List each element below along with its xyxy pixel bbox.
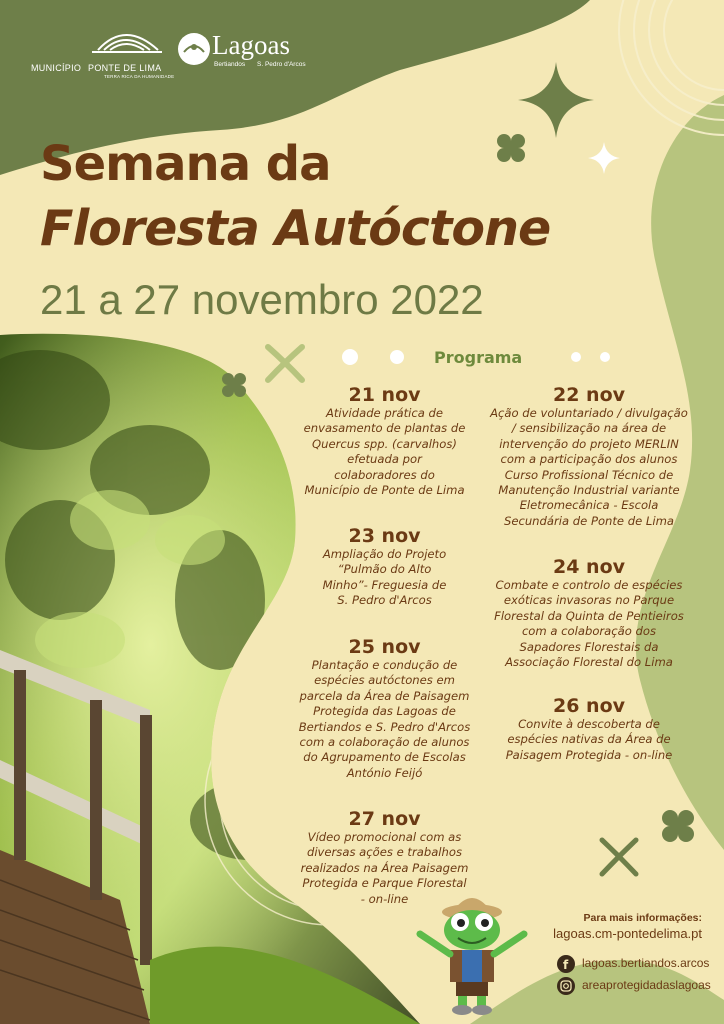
- logo-s-pedro-text: S. Pedro d'Arcos: [257, 61, 306, 68]
- event-description-line: Protegida das Lagoas de: [313, 704, 456, 719]
- contact-heading: Para mais informações:: [583, 912, 702, 924]
- website-link[interactable]: lagoas.cm-pontedelima.pt: [553, 926, 702, 941]
- page-title-line2: Floresta Autóctone: [40, 200, 551, 257]
- event-description-line: efetuada por: [347, 452, 422, 467]
- event-description-line: “Pulmão do Alto: [337, 562, 432, 577]
- event-description-line: Atividade prática de: [325, 406, 444, 420]
- event-description-line: com a colaboração de alunos: [299, 735, 470, 750]
- event-description-line: Ampliação do Projeto: [322, 547, 447, 561]
- event-description-line: Sapadores Florestais da: [519, 639, 659, 654]
- event-date: 21 nov: [348, 384, 421, 406]
- event-description-line: Combate e controlo de espécies: [495, 578, 683, 592]
- event-description-line: exóticas invasoras no Parque: [503, 593, 675, 608]
- clover-icon: [497, 134, 525, 162]
- clover-icon: [662, 810, 694, 842]
- event-item: [282, 384, 487, 498]
- event-description-line: Manutenção Industrial variante: [498, 483, 680, 498]
- dot-icon: [390, 350, 404, 364]
- event-description-line: S. Pedro d'Arcos: [337, 593, 432, 608]
- event-description-line: diversas ações e trabalhos: [306, 845, 463, 860]
- event-date: 22 nov: [552, 384, 626, 406]
- event-item: [479, 695, 699, 763]
- event-description-line: parcela da Área de Paisagem: [299, 688, 470, 703]
- event-description-line: Convite à descoberta de: [518, 717, 660, 731]
- instagram-icon: [557, 977, 575, 995]
- programa-heading: Programa: [434, 348, 523, 367]
- event-description-line: intervenção do projeto MERLIN: [499, 436, 679, 451]
- sparkle-icon: [588, 142, 620, 174]
- event-description-line: Ação de voluntariado / divulgação: [490, 406, 688, 420]
- event-date: 23 nov: [348, 525, 421, 547]
- event-description-line: - on-line: [360, 891, 409, 906]
- event-description-line: Florestal da Quinta de Pentieiros: [494, 608, 684, 623]
- event-description-line: espécies autóctones em: [314, 673, 455, 688]
- event-description-line: espécies nativas da Área de: [507, 732, 671, 747]
- event-date: 25 nov: [348, 636, 421, 658]
- event-description-line: Eletromecânica - Escola: [519, 498, 659, 513]
- event-description-line: colaboradores do: [334, 467, 435, 482]
- dot-icon: [342, 349, 358, 365]
- svg-text:f: f: [563, 958, 569, 972]
- dot-icon: [571, 352, 581, 362]
- logo-ponte-de-lima-text: PONTE DE LIMA: [88, 63, 162, 73]
- event-description-line: com a colaboração dos: [521, 624, 657, 639]
- event-date: 26 nov: [552, 695, 626, 717]
- dot-icon: [600, 352, 610, 362]
- event-description-line: Protegida e Parque Florestal: [302, 876, 467, 891]
- logo-lagoas-icon: [178, 33, 210, 65]
- instagram-link[interactable]: areaprotegidadaslagoas: [582, 978, 711, 992]
- logo-ponte-de-lima: [31, 63, 161, 73]
- event-description-line: com a participação dos alunos: [500, 452, 678, 467]
- logo-lagoas-text: Lagoas: [212, 30, 290, 60]
- event-date: 27 nov: [348, 808, 421, 830]
- event-item: [479, 556, 699, 670]
- event-description-line: António Feijó: [346, 765, 423, 780]
- event-item: [479, 384, 699, 529]
- event-item: [282, 808, 487, 907]
- facebook-link[interactable]: lagoas.bertiandos.arcos: [582, 956, 710, 970]
- sparkle-icon: [518, 62, 594, 138]
- x-icon: [268, 347, 302, 380]
- event-description-line: Secundária de Ponte de Lima: [503, 513, 675, 528]
- page-title-line1: Semana da: [40, 136, 331, 192]
- logo-bertiandos-text: Bertiandos: [214, 61, 246, 68]
- event-description-line: Curso Profissional Técnico de: [504, 467, 674, 482]
- event-description-line: / sensibilização na área de: [511, 421, 667, 436]
- event-description-line: realizados na Área Paisagem: [300, 860, 469, 875]
- logo-terra-rica-text: TERRA RICA DA HUMANIDADE: [104, 74, 175, 79]
- event-description-line: do Agrupamento de Escolas: [303, 750, 466, 765]
- event-description-line: envasamento de plantas de: [303, 421, 466, 436]
- facebook-icon: [557, 955, 575, 973]
- event-description-line: Município de Ponte de Lima: [304, 483, 465, 498]
- event-description-line: Vídeo promocional com as: [307, 830, 462, 844]
- event-description-line: Bertiandos e S. Pedro d'Arcos: [298, 719, 471, 734]
- date-range: 21 a 27 novembro 2022: [40, 276, 484, 323]
- event-item: [282, 525, 487, 609]
- logo-municipio-text: MUNICÍPIO: [31, 63, 82, 73]
- event-item: [282, 636, 487, 781]
- event-description-line: Plantação e condução de: [311, 658, 458, 672]
- event-description-line: Associação Florestal do Lima: [505, 655, 673, 670]
- event-description-line: Quercus spp. (carvalhos): [312, 436, 457, 451]
- event-description-line: Paisagem Protegida - on-line: [505, 747, 673, 762]
- event-date: 24 nov: [552, 556, 626, 578]
- event-description-line: Minho”- Freguesia de: [322, 577, 447, 592]
- x-icon: [602, 840, 636, 874]
